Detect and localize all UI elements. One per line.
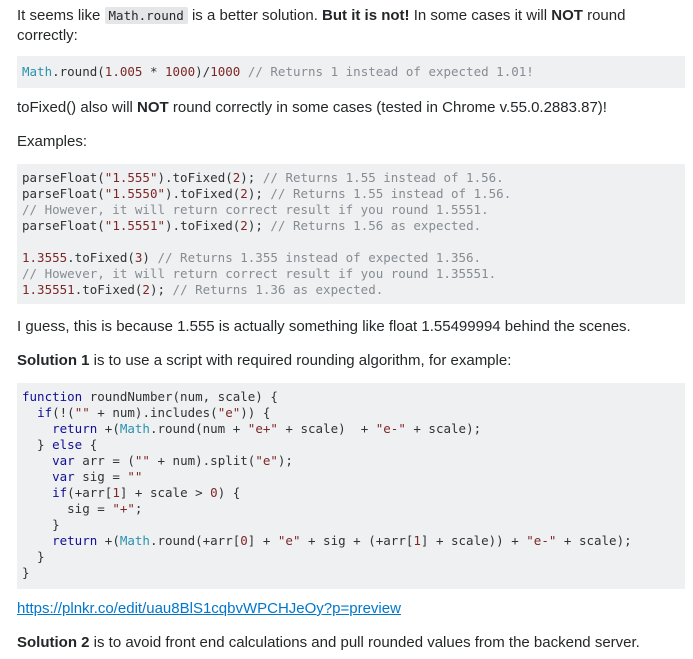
code-token: 1 [112, 485, 120, 500]
code-token: ); [247, 218, 263, 233]
code-indent [22, 485, 52, 500]
paragraph-bold: NOT [137, 99, 169, 116]
code-token: 2 [240, 186, 248, 201]
code-token: + sig + (+arr[ [300, 533, 414, 548]
code-token: parseFloat( [22, 218, 105, 233]
code-token: "1.5550" [104, 186, 166, 201]
code-token: } [22, 517, 60, 532]
code-token: "e-" [526, 533, 557, 548]
code-token: 1000 [165, 64, 196, 79]
code-block-math-round [17, 56, 685, 88]
code-token: 3 [134, 250, 143, 265]
code-token: 0 [210, 485, 218, 500]
code-token: 2 [240, 218, 248, 233]
code-token: ); [240, 170, 256, 185]
code-token: +( [97, 533, 120, 548]
tofixed-paragraph [17, 98, 685, 118]
inline-code-math-round: Math.round [105, 7, 188, 24]
code-token: 1000 [210, 64, 241, 79]
intro-text: It seems like [17, 7, 105, 24]
code-indent [22, 421, 52, 436]
code-token: Math [119, 533, 150, 548]
code-token: + scale) + [277, 421, 376, 436]
code-token: roundNumber(num, scale) { [82, 389, 278, 404]
code-token: 1.005 [104, 64, 143, 79]
code-token: { [82, 437, 98, 452]
code-token: )/ [195, 64, 211, 79]
code-token: (!( [52, 405, 75, 420]
code-token: "e-" [375, 421, 406, 436]
guess-paragraph: I guess, this is because 1.555 is actually something like float 1.55499994 behind the scenes. [17, 318, 631, 335]
code-keyword: if [37, 405, 53, 420]
code-token: "e+" [247, 421, 278, 436]
code-block-tofixed-examples [17, 164, 685, 304]
code-token: .round(+arr[ [149, 533, 241, 548]
code-token: parseFloat( [22, 186, 105, 201]
code-comment: // However, it will return correct result if you round 1.5551. [22, 202, 489, 217]
code-token: "e" [255, 453, 278, 468]
code-token: ) { [217, 485, 241, 500]
code-keyword: function [22, 389, 83, 404]
code-token: "1.5551" [104, 218, 166, 233]
code-token: + scale); [405, 421, 482, 436]
code-indent [22, 453, 52, 468]
code-token: 1.35551 [22, 282, 75, 297]
code-token: (+arr[ [67, 485, 113, 500]
link-paragraph [17, 599, 401, 619]
code-token: "" [127, 469, 143, 484]
code-token: arr = ( [74, 453, 135, 468]
code-indent [22, 405, 37, 420]
code-token: 2 [232, 170, 241, 185]
code-comment: // Returns 1.355 instead of expected 1.356. [149, 250, 482, 265]
code-token: ); [247, 186, 263, 201]
intro-bold-not: NOT [551, 7, 583, 24]
code-token: 1 [413, 533, 421, 548]
paragraph-text: toFixed() also will [17, 99, 138, 116]
code-token: "" [74, 405, 90, 420]
code-token: + num).includes( [89, 405, 218, 420]
code-token: } [22, 549, 45, 564]
code-token: ] + scale > [119, 485, 211, 500]
code-token: ) [142, 250, 150, 265]
code-token: ] + scale)) + [420, 533, 527, 548]
code-token: ).toFixed( [165, 186, 241, 201]
code-token: 1.3555 [22, 250, 68, 265]
code-token: ); [149, 282, 166, 297]
code-comment: // Returns 1 instead of expected 1.01! [240, 64, 534, 79]
intro-bold: But it is not! [322, 7, 410, 24]
code-token: "e" [277, 533, 301, 548]
code-token: .toFixed( [74, 282, 143, 297]
solution1-paragraph [17, 351, 685, 371]
code-token: Math [119, 421, 150, 436]
code-token: .round( [52, 64, 105, 79]
intro-text: round [582, 7, 626, 24]
code-comment: // Returns 1.55 instead of 1.56. [262, 186, 512, 201]
code-comment: // However, it will return correct result if you round 1.35551. [22, 266, 497, 281]
code-comment: // Returns 1.56 as expected. [262, 218, 482, 233]
code-token: 2 [142, 282, 150, 297]
code-token: )) { [240, 405, 271, 420]
code-token: * [142, 64, 166, 79]
code-comment: // Returns 1.55 instead of 1.56. [255, 170, 504, 185]
code-block-round-number [17, 383, 685, 589]
code-token: ).toFixed( [157, 170, 233, 185]
code-token: .round(num + [149, 421, 248, 436]
code-token: +( [97, 421, 120, 436]
code-token: ] + [247, 533, 278, 548]
code-token: ); [277, 453, 293, 468]
paragraph-text: round correctly in some cases (tested in Chrome v.55.0.2883.87)! [168, 99, 607, 116]
code-keyword: var [52, 453, 75, 468]
code-token: + num).split( [149, 453, 256, 468]
code-token: + scale); [556, 533, 632, 548]
code-token: parseFloat( [22, 170, 105, 185]
code-keyword: return [52, 533, 98, 548]
code-token: sig = [74, 469, 128, 484]
code-keyword: else [52, 437, 83, 452]
intro-text: In some cases it will [409, 7, 552, 24]
intro-text: is a better solution. [187, 7, 323, 24]
code-token: Math [22, 64, 53, 79]
code-token: .toFixed( [67, 250, 135, 265]
code-token: "1.555" [104, 170, 158, 185]
plunker-link[interactable]: https://plnkr.co/edit/uau8BlS1cqbvWPCHJeOy?p=preview [17, 600, 401, 617]
solution2-paragraph [17, 633, 685, 653]
code-token: ; [134, 501, 143, 516]
code-indent [22, 533, 52, 548]
code-token: "" [134, 453, 150, 468]
code-token: ).toFixed( [165, 218, 241, 233]
paragraph-text: is to avoid front end calculations and pull rounded values from the backend server. [89, 634, 640, 651]
solution1-label: Solution 1 [17, 352, 90, 369]
examples-label: Examples: [17, 133, 88, 150]
code-token: sig = [22, 501, 113, 516]
code-token: "e" [217, 405, 241, 420]
code-comment: // Returns 1.36 as expected. [165, 282, 384, 297]
solution2-label: Solution 2 [17, 634, 90, 651]
code-token: "+" [112, 501, 135, 516]
intro-text: correctly: [17, 27, 78, 44]
code-token: 0 [240, 533, 248, 548]
paragraph-text: is to use a script with required rounding algorithm, for example: [89, 352, 512, 369]
code-indent [22, 469, 52, 484]
code-keyword: if [52, 485, 68, 500]
code-token: } [22, 565, 30, 580]
intro-paragraph [17, 6, 685, 46]
code-token: } [22, 437, 53, 452]
code-keyword: return [52, 421, 98, 436]
code-keyword: var [52, 469, 75, 484]
